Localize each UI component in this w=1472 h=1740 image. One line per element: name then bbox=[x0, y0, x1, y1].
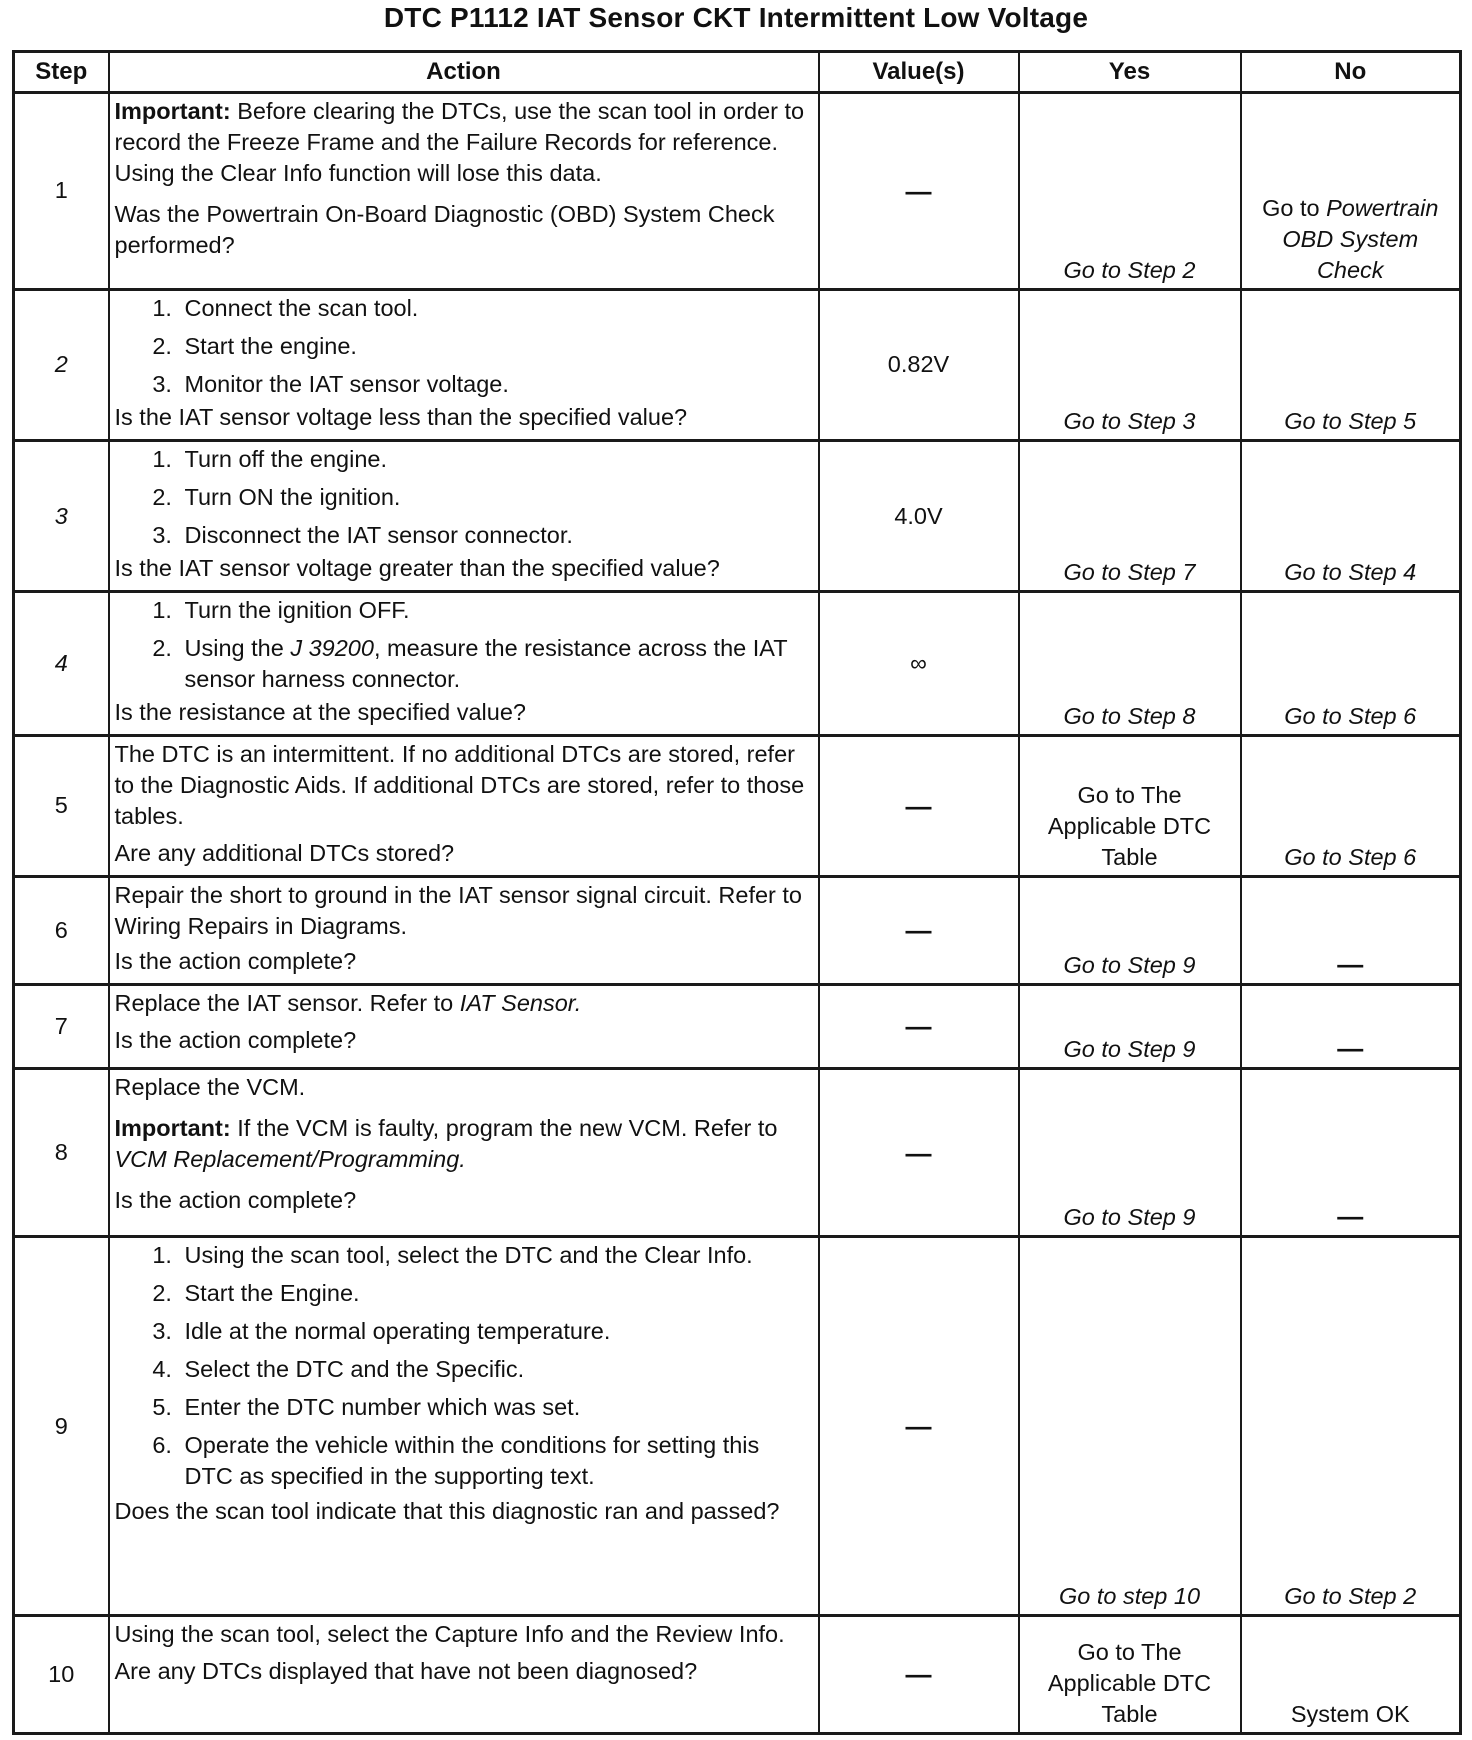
important-text: Before clearing the DTCs, use the scan tool in order to record the Freeze Frame and the Failure Records for reference. Using the Clear Info function will lose this data. bbox=[114, 98, 805, 187]
table-row bbox=[14, 592, 1461, 736]
table-header-row bbox=[14, 52, 1461, 93]
action-question: Does the scan tool indicate that this diagnostic ran and passed? bbox=[114, 1498, 780, 1525]
no-cell: Go to Step 2 bbox=[1241, 1237, 1461, 1616]
procedure-step: 3. Disconnect the IAT sensor connector. bbox=[179, 520, 812, 551]
value-cell: — bbox=[819, 1616, 1019, 1734]
yes-cell: Go to Step 9 bbox=[1019, 984, 1241, 1068]
no-cell: System OK bbox=[1241, 1616, 1461, 1734]
procedure-text: , measure the resistance across the IAT sensor harness connector. bbox=[184, 635, 788, 693]
procedure-step bbox=[179, 633, 812, 695]
yes-cell: Go to The Applicable DTC Table bbox=[1019, 1616, 1241, 1734]
value-cell: — bbox=[819, 1237, 1019, 1616]
yes-cell: Go to Step 9 bbox=[1019, 876, 1241, 984]
table-row bbox=[14, 1616, 1461, 1734]
procedure-text: Using the bbox=[184, 635, 291, 662]
value-cell: — bbox=[819, 93, 1019, 290]
header-action: Action bbox=[109, 52, 819, 93]
procedure-step: 1. Using the scan tool, select the DTC and the Clear Info. bbox=[179, 1240, 812, 1271]
action-text: The DTC is an intermittent. If no additional DTCs are stored, refer to the Diagnostic Aids. If additional DTCs are stored, refer to those tables. bbox=[114, 740, 805, 829]
procedure-step: 1. Turn off the engine. bbox=[179, 444, 812, 475]
procedure-list bbox=[115, 1240, 812, 1492]
procedure-list bbox=[115, 444, 812, 551]
action-cell bbox=[109, 440, 819, 591]
value-cell: — bbox=[819, 876, 1019, 984]
action-question: Is the resistance at the specified value? bbox=[114, 699, 526, 726]
table-row bbox=[14, 984, 1461, 1068]
value-cell: — bbox=[819, 735, 1019, 876]
action-question: Is the IAT sensor voltage greater than the specified value? bbox=[114, 555, 720, 582]
action-question: Are any additional DTCs stored? bbox=[114, 839, 455, 866]
yes-cell: Go to The Applicable DTC Table bbox=[1019, 735, 1241, 876]
procedure-step: 2. Turn ON the ignition. bbox=[179, 482, 812, 513]
yes-cell: Go to Step 8 bbox=[1019, 592, 1241, 736]
yes-cell: Go to step 10 bbox=[1019, 1237, 1241, 1616]
yes-cell: Go to Step 3 bbox=[1019, 289, 1241, 440]
action-question: Is the IAT sensor voltage less than the specified value? bbox=[114, 403, 688, 430]
action-cell bbox=[109, 1069, 819, 1237]
yes-cell: Go to Step 9 bbox=[1019, 1069, 1241, 1237]
procedure-step: 3. Idle at the normal operating temperature. bbox=[179, 1316, 812, 1347]
table-row bbox=[14, 1237, 1461, 1616]
action-text: Replace the VCM. bbox=[114, 1074, 306, 1101]
no-cell: Go to Step 6 bbox=[1241, 592, 1461, 736]
procedure-step: 1. Connect the scan tool. bbox=[179, 293, 812, 324]
action-text: Repair the short to ground in the IAT sensor signal circuit. Refer to Wiring Repairs in Diagrams. bbox=[114, 881, 803, 939]
action-question: Is the action complete? bbox=[114, 1026, 357, 1053]
procedure-step: 3. Monitor the IAT sensor voltage. bbox=[179, 369, 812, 400]
procedure-step: 2. Start the Engine. bbox=[179, 1278, 812, 1309]
value-cell: ∞ bbox=[819, 592, 1019, 736]
important-text: If the VCM is faulty, program the new VCM. Refer to bbox=[230, 1115, 778, 1142]
no-cell: — bbox=[1241, 984, 1461, 1068]
procedure-step: 2. Start the engine. bbox=[179, 331, 812, 362]
table-row bbox=[14, 440, 1461, 591]
value-cell: — bbox=[819, 984, 1019, 1068]
action-cell bbox=[109, 984, 819, 1068]
important-label: Important: bbox=[114, 1115, 231, 1142]
table-row bbox=[14, 93, 1461, 290]
step-number: 7 bbox=[14, 984, 109, 1068]
action-cell bbox=[109, 1237, 819, 1616]
action-question: Is the action complete? bbox=[114, 1187, 357, 1214]
procedure-step: 1. Turn the ignition OFF. bbox=[179, 595, 812, 626]
action-cell bbox=[109, 289, 819, 440]
header-values: Value(s) bbox=[819, 52, 1019, 93]
step-number: 5 bbox=[14, 735, 109, 876]
no-cell bbox=[1241, 93, 1461, 290]
table-row bbox=[14, 735, 1461, 876]
procedure-list bbox=[115, 293, 812, 400]
step-number: 6 bbox=[14, 876, 109, 984]
step-number: 9 bbox=[14, 1237, 109, 1616]
action-cell bbox=[109, 735, 819, 876]
procedure-list bbox=[115, 595, 812, 695]
step-number: 3 bbox=[14, 440, 109, 591]
action-text bbox=[115, 988, 812, 1019]
step-number: 4 bbox=[14, 592, 109, 736]
no-cell: Go to Step 5 bbox=[1241, 289, 1461, 440]
value-cell: 0.82V bbox=[819, 289, 1019, 440]
action-question: Was the Powertrain On-Board Diagnostic (OBD) System Check performed? bbox=[114, 201, 775, 259]
page-title: DTC P1112 IAT Sensor CKT Intermittent Low Voltage bbox=[383, 2, 1089, 33]
no-cell: — bbox=[1241, 1069, 1461, 1237]
important-label: Important: bbox=[114, 98, 231, 124]
yes-cell: Go to Step 7 bbox=[1019, 440, 1241, 591]
action-text: Using the scan tool, select the Capture Info and the Review Info. bbox=[114, 1621, 785, 1648]
vcm-replacement-reference[interactable]: VCM Replacement/Programming. bbox=[114, 1146, 466, 1173]
table-row bbox=[14, 289, 1461, 440]
action-cell bbox=[109, 93, 819, 290]
important-note bbox=[115, 96, 812, 189]
no-prefix: Go to bbox=[1262, 194, 1327, 221]
procedure-step: 6. Operate the vehicle within the conditions for setting this DTC as specified in the supporting text. bbox=[179, 1430, 812, 1492]
action-cell bbox=[109, 1616, 819, 1734]
no-cell: — bbox=[1241, 876, 1461, 984]
header-yes: Yes bbox=[1019, 52, 1241, 93]
important-note bbox=[115, 1113, 812, 1175]
diagnostic-table bbox=[12, 50, 1462, 1735]
table-row bbox=[14, 876, 1461, 984]
procedure-step: 4. Select the DTC and the Specific. bbox=[179, 1354, 812, 1385]
step-number: 8 bbox=[14, 1069, 109, 1237]
yes-cell: Go to Step 2 bbox=[1019, 93, 1241, 290]
iat-sensor-reference[interactable]: IAT Sensor. bbox=[459, 989, 582, 1016]
action-cell bbox=[109, 876, 819, 984]
powertrain-obd-link[interactable]: Powertrain OBD System Check bbox=[1282, 194, 1439, 283]
action-text-pre: Replace the IAT sensor. Refer to bbox=[114, 989, 460, 1016]
action-question: Is the action complete? bbox=[114, 947, 357, 974]
table-row bbox=[14, 1069, 1461, 1237]
value-cell: 4.0V bbox=[819, 440, 1019, 591]
tool-reference: J 39200 bbox=[290, 635, 374, 662]
action-cell bbox=[109, 592, 819, 736]
step-number: 2 bbox=[14, 289, 109, 440]
header-step: Step bbox=[14, 52, 109, 93]
procedure-step: 5. Enter the DTC number which was set. bbox=[179, 1392, 812, 1423]
step-number: 1 bbox=[14, 93, 109, 290]
no-cell: Go to Step 4 bbox=[1241, 440, 1461, 591]
action-question: Are any DTCs displayed that have not been diagnosed? bbox=[114, 1658, 698, 1685]
no-cell: Go to Step 6 bbox=[1241, 735, 1461, 876]
step-number: 10 bbox=[14, 1616, 109, 1734]
header-no: No bbox=[1241, 52, 1461, 93]
value-cell: — bbox=[819, 1069, 1019, 1237]
